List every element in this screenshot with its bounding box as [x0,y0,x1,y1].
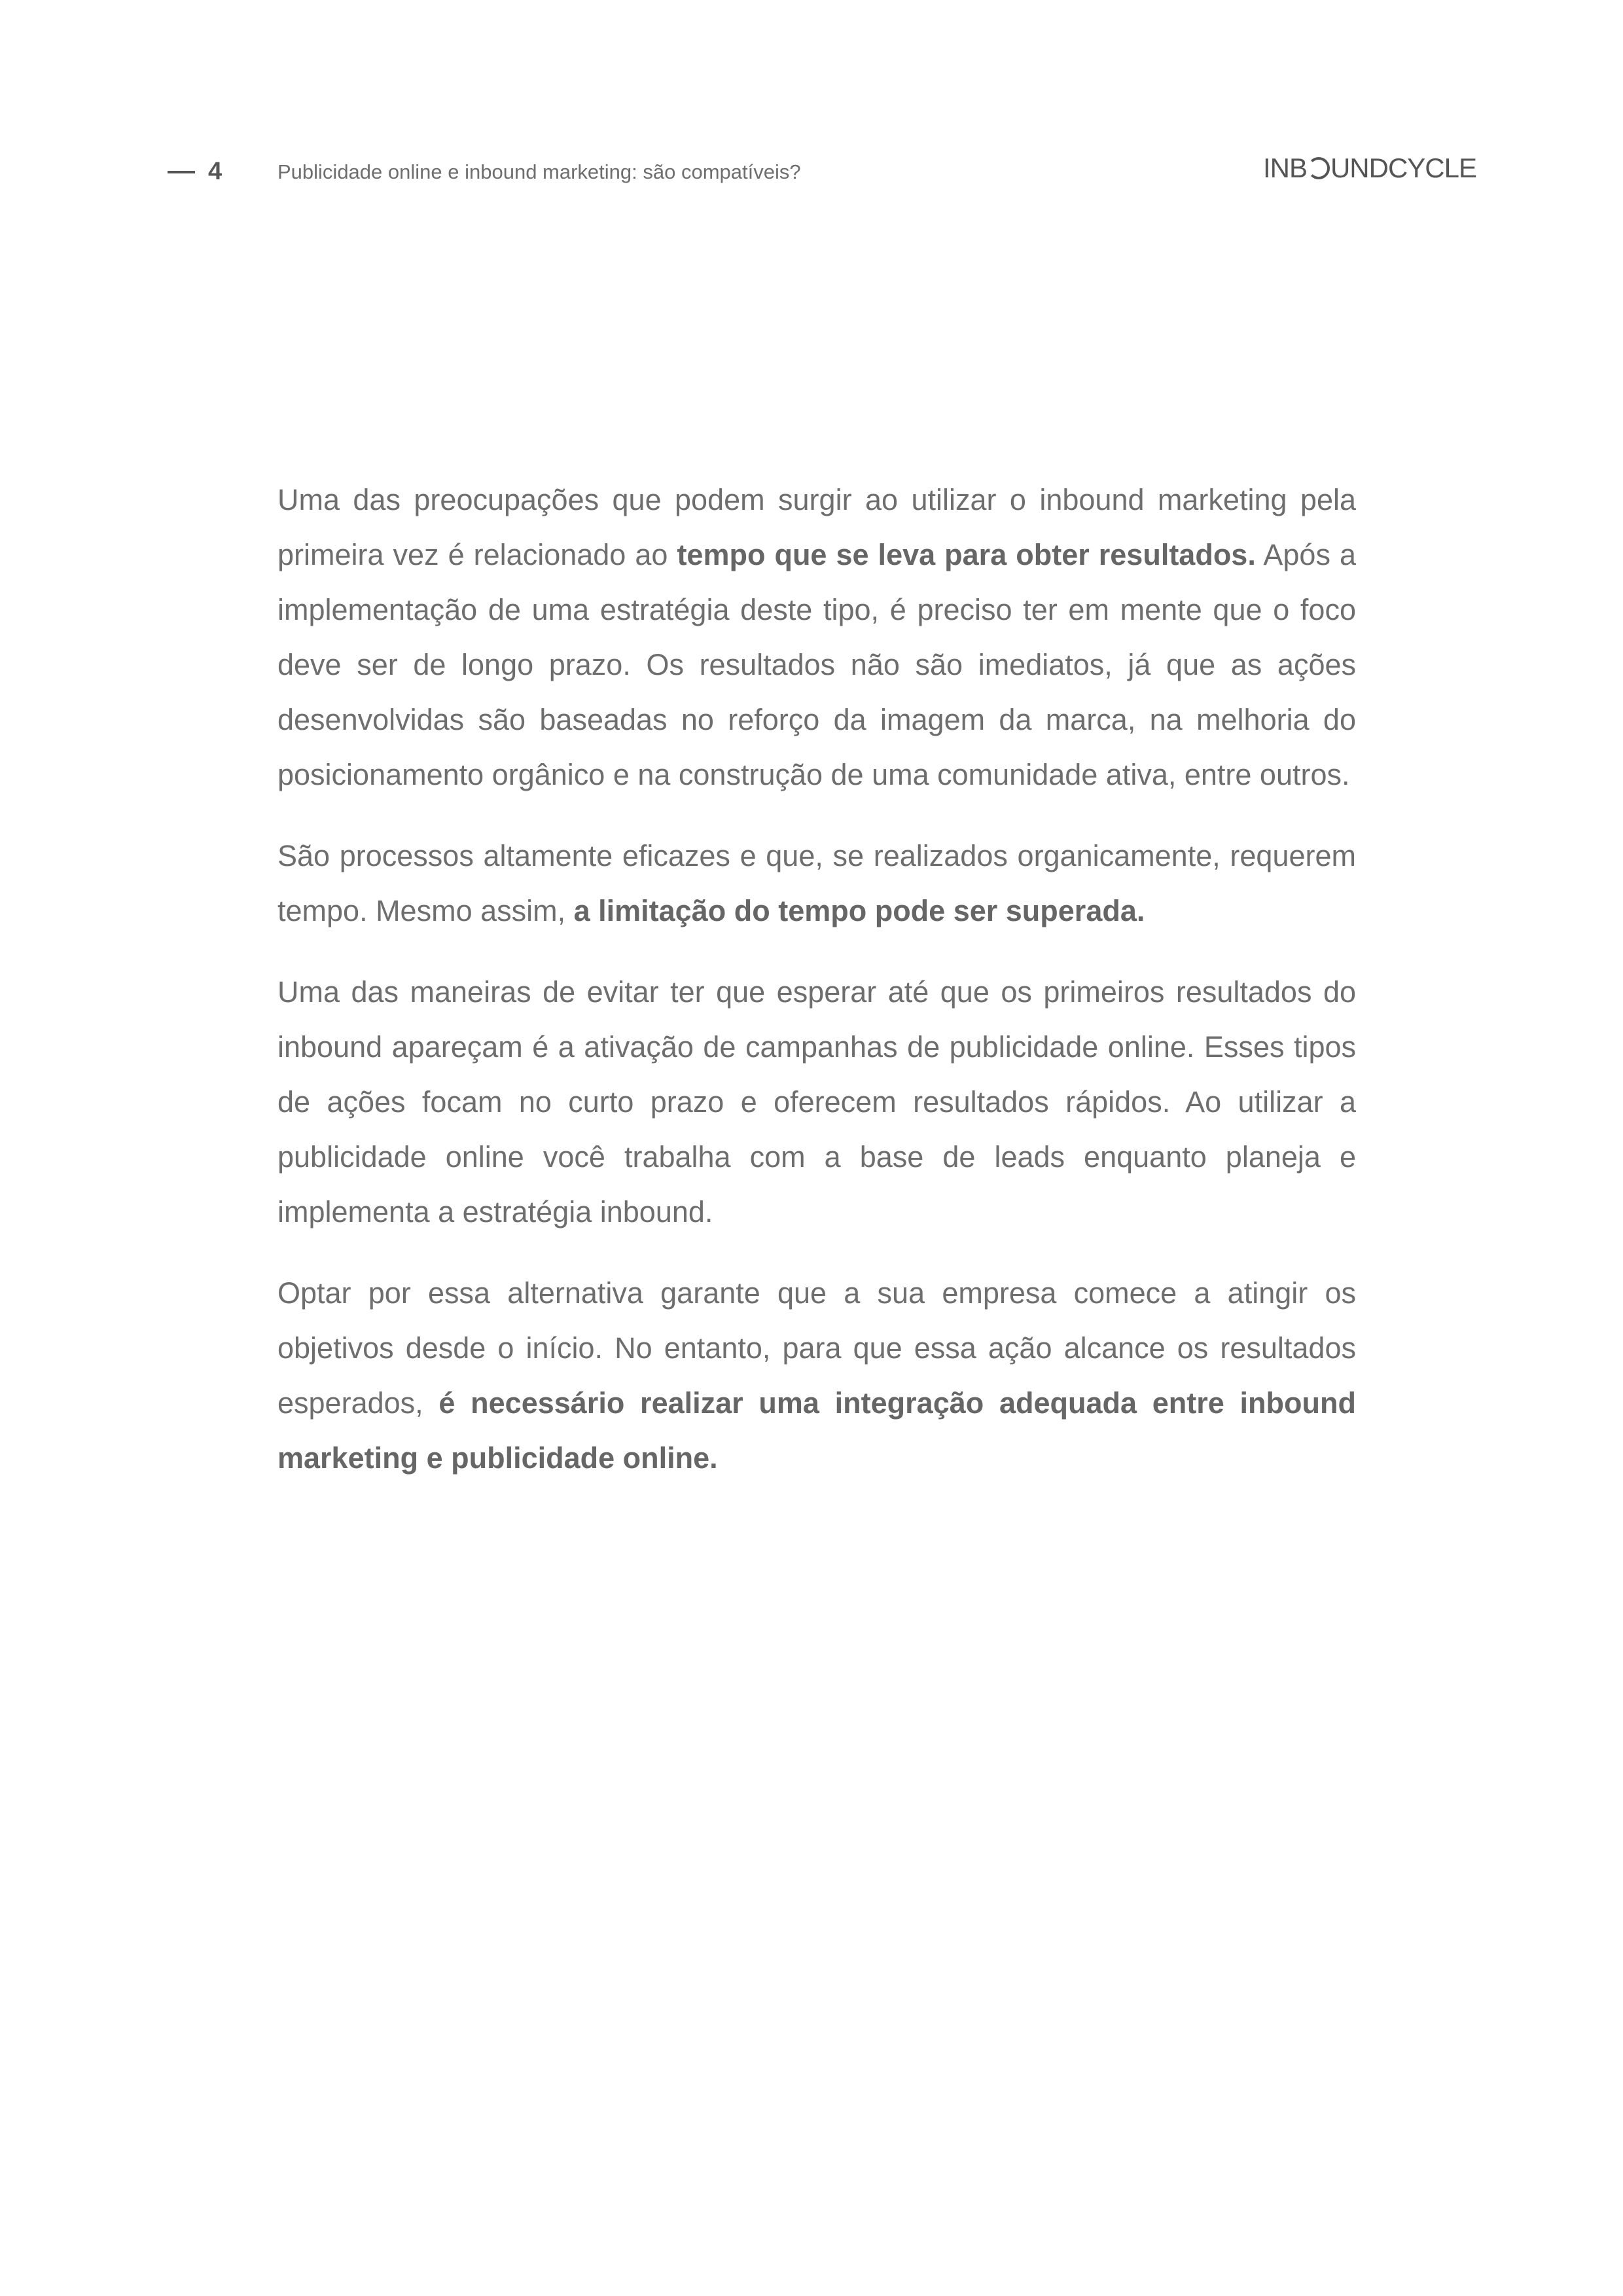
main-content [277,473,1356,1512]
running-title: Publicidade online e inbound marketing: são compatíveis? [277,160,801,183]
paragraph-text: Uma das preocupações que podem surgir ao utilizar o inbound marketing pela primeira vez é relacionado ao [277,483,1356,571]
bold-text: a limitação do tempo pode ser superada. [573,894,1145,927]
logo-text-right: UNDCYCLE [1330,152,1476,183]
paragraph-text: São processos altamente eficazes e que, se realizados organicamente, requerem tempo. Mesmo assim, [277,839,1356,927]
bold-text: tempo que se leva para obter resultados. [677,538,1256,571]
page-number: 4 [208,158,223,185]
paragraph-1 [277,473,1356,802]
bold-text: é necessário realizar uma integração adequada entre inbound marketing e publicidade online. [277,1386,1356,1475]
circle-o-icon [1308,157,1330,179]
logo-text-left: INB [1262,152,1307,183]
paragraph-text: Optar por essa alternativa garante que a sua empresa comece a atingir os objetivos desde o início. No entanto, para que essa ação alcance os resultados esperados, [277,1276,1356,1420]
paragraph-2 [277,829,1356,939]
paragraph-4 [277,1266,1356,1486]
paragraph-text: Após a implementação de uma estratégia deste tipo, é preciso ter em mente que o foco deve ser de longo prazo. Os resultados não são imediatos, já que as ações desenvolvidas são baseadas no reforço da imagem da marca, na melhoria do posicionamento orgânico e na construção de uma comunidade ativa, entre outros. [277,538,1357,791]
inboundcycle-logo [1263,152,1476,185]
page-header [168,152,1476,191]
paragraph-3 [277,965,1356,1240]
paragraph-text: Uma das maneiras de evitar ter que esperar até que os primeiros resultados do inbound apareçam é a ativação de campanhas de publicidade online. Esses tipos de ações focam no curto prazo e oferecem resultados rápidos. Ao utilizar a publicidade online você trabalha com a base de leads enquanto planeja e implementa a estratégia inbound. [277,975,1356,1229]
page-number-dash [168,171,195,173]
